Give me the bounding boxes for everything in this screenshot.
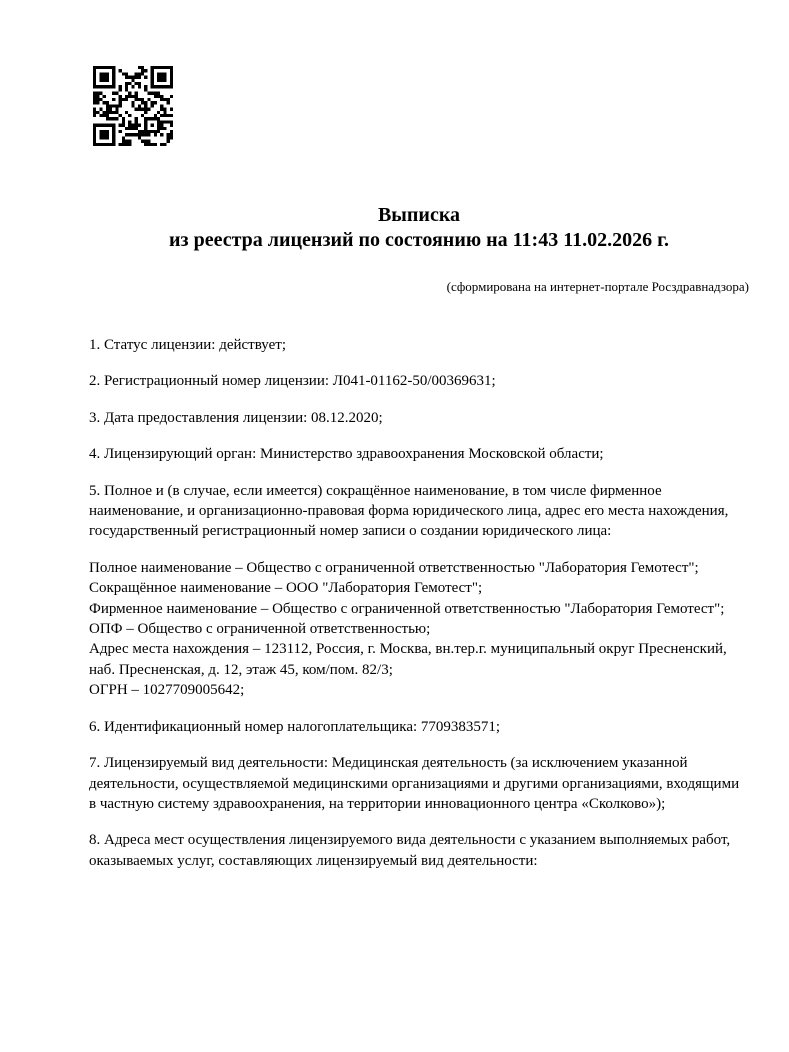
org-legal-form: ОПФ – Общество с ограниченной ответственностью; [89,621,431,638]
qr-code-icon [93,66,173,146]
item-grant-date: 3. Дата предоставления лицензии: 08.12.2020; [89,409,383,426]
formation-note: (сформирована на интернет-портале Росздравнадзора) [446,279,749,294]
org-ogrn: ОГРН – 1027709005642; [89,682,245,699]
item-licensing-authority: 4. Лицензирующий орган: Министерство здравоохранения Московской области; [89,446,604,463]
org-short-name: Сокращённое наименование – ООО "Лаборатория Гемотест"; [89,580,483,597]
org-full-name: Полное наименование – Общество с ограниченной ответственностью "Лаборатория Гемотест"; [89,559,699,576]
org-brand-name: Фирменное наименование – Общество с ограниченной ответственностью "Лаборатория Гемотест"; [89,600,725,617]
item-taxpayer-number: 6. Идентификационный номер налогоплательщика: 7709383571; [89,718,501,735]
item-legal-entity-heading: 5. Полное и (в случае, если имеется) сокращённое наименование, в том числе фирменное наименование, и организационно-правовая форма юридического лица, адрес его места нахождения, государственный регистрационный номер записи о создании юридического лица: [89,482,729,540]
item-registration-number: 2. Регистрационный номер лицензии: Л041-01162-50/00369631; [89,373,496,390]
title-line-1: Выписка [377,204,461,226]
document-content [89,203,749,887]
item-activity-addresses: 8. Адреса мест осуществления лицензируемого вида деятельности с указанием выполняемых работ, оказываемых услуг, составляющих лицензируемый вид деятельности: [89,832,731,869]
document-title [89,203,749,253]
item-license-status: 1. Статус лицензии: действует; [89,337,286,353]
title-line-2: из реестра лицензий по состоянию на 11:43 11.02.2026 г. [169,229,669,251]
organization-details [89,558,749,701]
org-address: Адрес места нахождения – 123112, Россия, г. Москва, вн.тер.г. муниципальный округ Пресненский, наб. Пресненская, д. 12, этаж 45, ком/пом. 82/3; [89,641,727,678]
item-licensed-activity: 7. Лицензируемый вид деятельности: Медицинская деятельность (за исключением указанной деятельности, осуществляемой медицинскими организациями и другими организациями, входящими в частную систему здравоохранения, на территории инновационного центра «Сколково»); [89,755,740,812]
